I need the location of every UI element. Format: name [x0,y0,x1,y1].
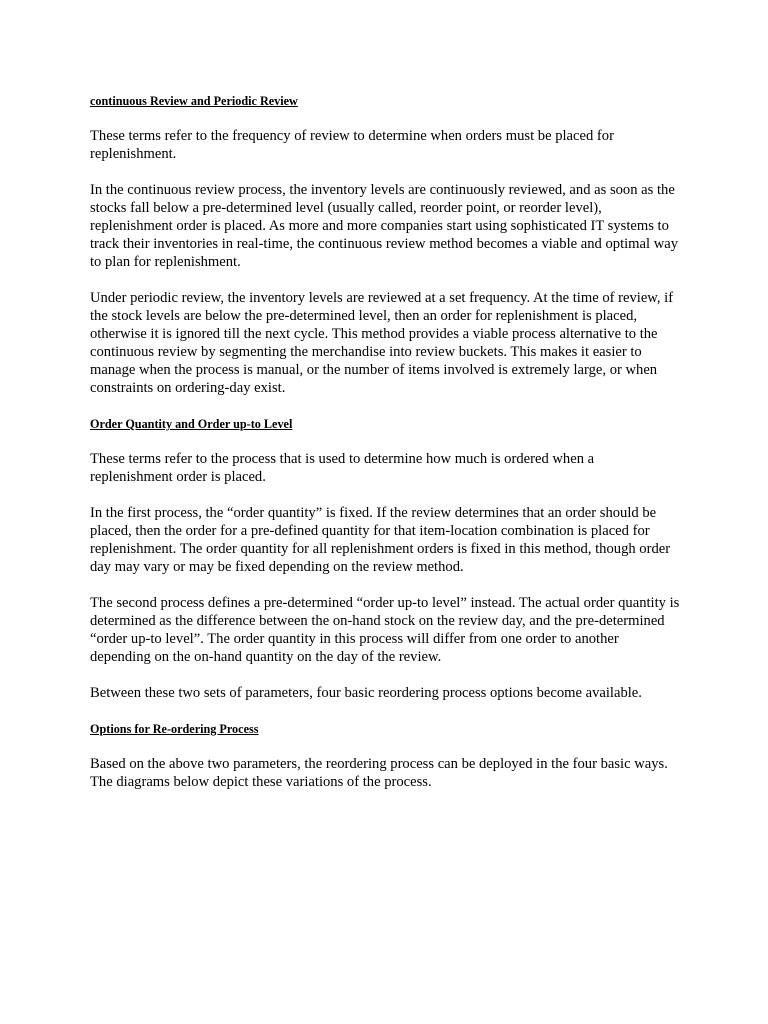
paragraph: Under periodic review, the inventory levels are reviewed at a set frequency. At the time of review, if the stock levels are below the pre-determined level, then an order for replenishment is placed, otherwise it is ignored till the next cycle. This method provides a viable process alternative to the continuous review by segmenting the merchandise into review buckets. This makes it easier to manage when the process is manual, or the number of items involved is extremely large, or when constraints on ordering-day exist. [90,290,674,396]
paragraph: These terms refer to the process that is used to determine how much is ordered when a replenishment order is placed. [90,451,595,485]
paragraph: Based on the above two parameters, the reordering process can be deployed in the four basic ways. The diagrams below depict these variations of the process. [90,756,668,790]
paragraph: In the continuous review process, the inventory levels are continuously reviewed, and as soon as the stocks fall below a pre-determined level (usually called, reorder point, or reorder level), replenishment order is placed. As more and more companies start using sophisticated IT systems to track their inventories in real-time, the continuous review method becomes a viable and optimal way to plan for replenishment. [90,182,679,270]
section-heading-order-quantity: Order Quantity and Order up-to Level [90,417,293,431]
paragraph: These terms refer to the frequency of review to determine when orders must be placed for replenishment. [90,128,614,162]
document-page [90,92,680,791]
section-heading-reordering-options: Options for Re-ordering Process [90,722,259,736]
paragraph: The second process defines a pre-determined “order up-to level” instead. The actual order quantity is determined as the difference between the on-hand stock on the review day, and the pre-determined “order up-to level”. The order quantity in this process will differ from one order to another depending on the on-hand quantity on the day of the review. [90,595,680,665]
paragraph: Between these two sets of parameters, four basic reordering process options become available. [90,685,642,701]
section-heading-review: continuous Review and Periodic Review [90,94,298,108]
paragraph: In the first process, the “order quantity” is fixed. If the review determines that an order should be placed, then the order for a pre-defined quantity for that item-location combination is placed for replenishment. The order quantity for all replenishment orders is fixed in this method, though order day may vary or may be fixed depending on the review method. [90,505,671,575]
